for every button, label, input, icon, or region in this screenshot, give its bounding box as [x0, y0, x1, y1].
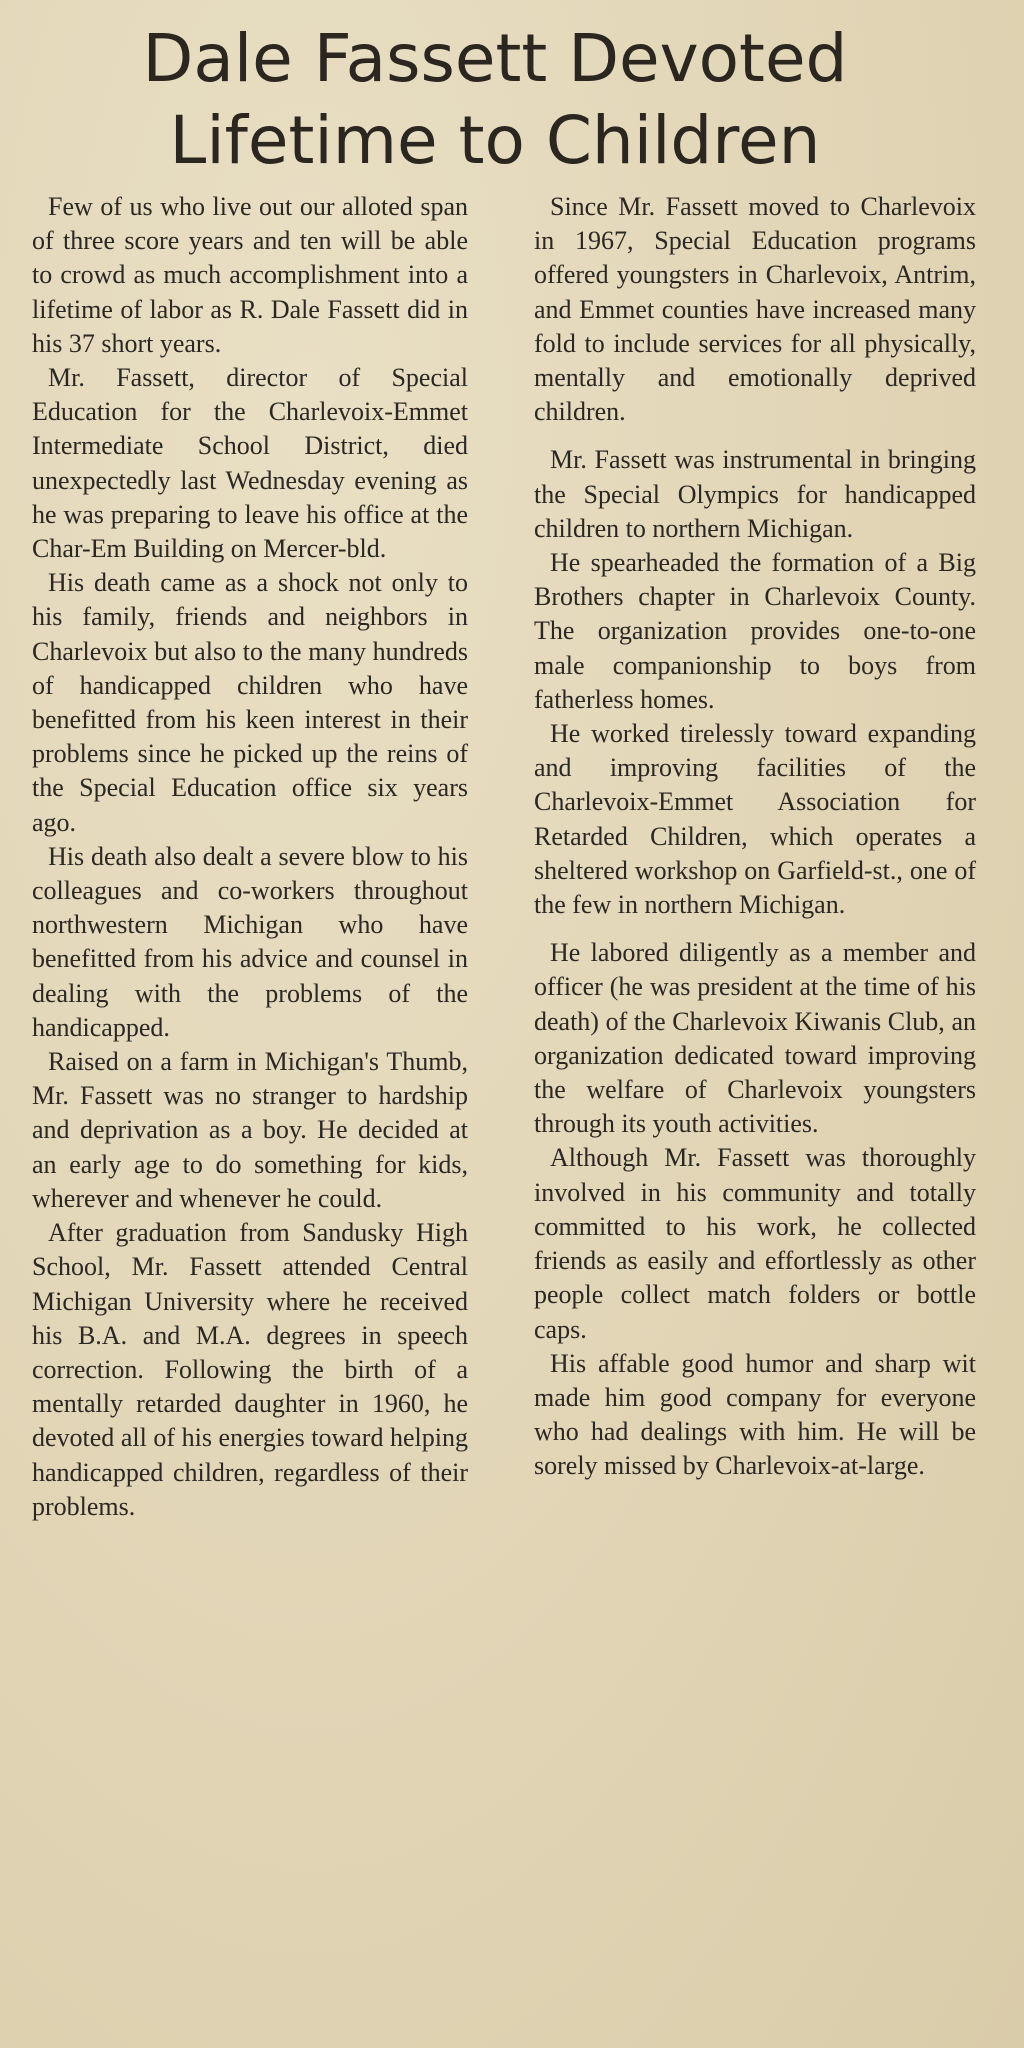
headline-line-1: Dale Fassett Devoted — [142, 20, 848, 97]
headline-line-2: Lifetime to Children — [169, 102, 821, 179]
left-column — [32, 190, 468, 1524]
masthead-fragment — [0, 0, 1024, 14]
paragraph: Mr. Fassett was instrumental in bringing the Special Olympics for handicapped children to northern Michigan. — [534, 445, 976, 543]
headline — [30, 18, 960, 182]
paragraph: Raised on a farm in Michigan's Thumb, Mr. Fassett was no stranger to hardship and deprivation as a boy. He decided at an early age to do something for kids, wherever and whenever he could. — [32, 1047, 468, 1213]
paragraph: Since Mr. Fassett moved to Charlevoix in 1967, Special Education programs offered youngsters in Charlevoix, Antrim, and Emmet counties have increased many fold to include services for all physically, mentally and emotionally deprived children. — [534, 192, 976, 427]
paragraph: He labored diligently as a member and officer (he was president at the time of his death) of the Charlevoix Kiwanis Club, an organization dedicated toward improving the welfare of Charlevoix youngsters through its youth activities. — [534, 938, 976, 1139]
paragraph: His affable good humor and sharp wit made him good company for everyone who had dealings with him. He will be sorely missed by Charlevoix-at-large. — [534, 1348, 976, 1481]
paragraph: Mr. Fassett, director of Special Education for the Charlevoix-Emmet Intermediate School District, died unexpectedly last Wednesday evening as he was preparing to leave his office at the Char-Em Building on Mercer-bld. — [32, 363, 468, 564]
right-column — [534, 190, 976, 1484]
paragraph: His death also dealt a severe blow to his colleagues and co-workers throughout northwestern Michigan who have benefitted from his advice and counsel in dealing with the problems of the handicapped. — [32, 841, 468, 1042]
paragraph: Few of us who live out our alloted span of three score years and ten will be able to crowd as much accomplishment into a lifetime of labor as R. Dale Fassett did in his 37 short years. — [32, 192, 468, 358]
paragraph: His death came as a shock not only to his family, friends and neighbors in Charlevoix but also to the many hundreds of handicapped children who have benefitted from his keen interest in their problems since he picked up the reins of the Special Education office six years ago. — [32, 568, 468, 837]
paragraph: He worked tirelessly toward expanding and improving facilities of the Charlevoix-Emmet Association for Retarded Children, which operates a sheltered workshop on Garfield-st., one of the few in northern Michigan. — [534, 719, 976, 920]
paragraph: He spearheaded the formation of a Big Brothers chapter in Charlevoix County. The organization provides one-to-one male companionship to boys from fatherless homes. — [534, 548, 976, 714]
paragraph: After graduation from Sandusky High School, Mr. Fassett attended Central Michigan University where he received his B.A. and M.A. degrees in speech correction. Following the birth of a mentally retarded daughter in 1960, he devoted all of his energies toward helping handicapped children, regardless of their problems. — [32, 1218, 468, 1521]
paragraph: Although Mr. Fassett was thoroughly involved in his community and totally committed to his work, he collected friends as easily and effortlessly as other people collect match folders or bottle caps. — [534, 1143, 976, 1344]
